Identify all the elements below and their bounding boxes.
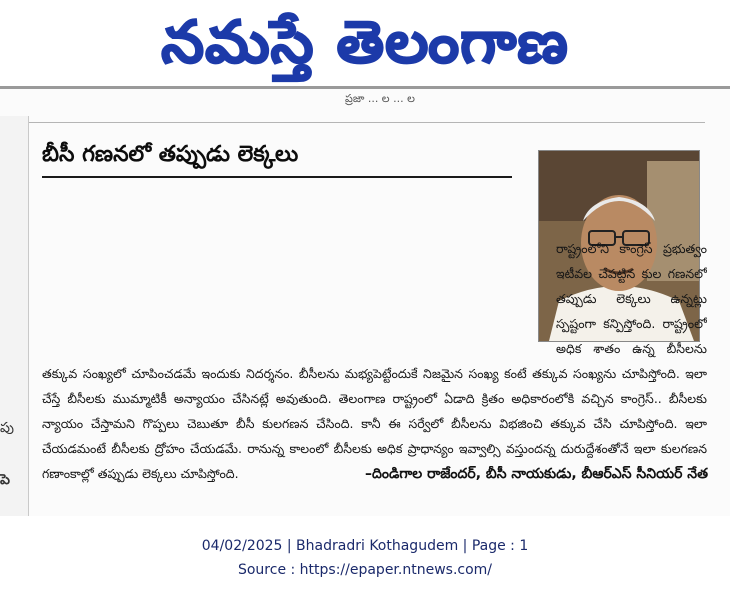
top-rule <box>0 86 730 89</box>
left-fragment-1: పు <box>0 420 14 436</box>
newspaper-clipping <box>0 86 730 516</box>
article-body-text: రాష్ట్రంలోని కాంగ్రెస్ ప్రభుత్వం ఇటీవల చేపట్టిన కుల గణనలో తప్పుడు లెక్కలు ఉన్నట్లు స్పష్టంగా కన్పిస్తోంది. రాష్ట్రంలో అధిక శాతం ఉన్న బీసీలను తక్కువ సంఖ్యలో చూపించడమే ఇందుకు నిదర్శనం. బీసీలను మభ్యపెట్టేందుకే నిజమైన సంఖ్య కంటే తక్కువ సంఖ్యను చూపిస్తోంది. ఇలా చేస్తే బీసీలకు ముమ్మాటికీ అన్యాయం చేసినట్లే అవుతుంది. తెలంగాణ రాష్ట్రంలో ఏడాది క్రితం అధికారంలోకి వచ్చిన కాంగ్రెస్.. బీసీలకు న్యాయం చేస్తామని గొప్పలు చెబుతూ బీసీ కులగణన చేసింది. కానీ ఈ సర్వేలో బీసీలను విభజించి తక్కువ చేసి చూపిస్తోంది. ఇలా చేయడమంటే బీసీలకు ద్రోహం చేయడమే. రానున్న కాలంలో బీసీలకు అధిక ప్రాధాన్యం ఇవ్వాల్సి వస్తుందన్న దురుద్దేశంతోనే ఇలా కులగణన గణాంకాల్లో తప్పుడు లెక్కలు చూపిస్తోంది. <box>42 241 707 481</box>
left-fragment-2: పె <box>0 472 10 488</box>
left-column-strip <box>0 116 29 516</box>
headline-rule <box>42 176 512 178</box>
top-divider <box>15 122 705 123</box>
masthead <box>0 0 730 84</box>
caption-date-edition: 04/02/2025 | Bhadradri Kothagudem | Page : 1 <box>201 538 529 554</box>
top-fragment-text: ప్రజా ... ల ... ల <box>345 92 415 105</box>
newspaper-title: నమస్తే తెలంగాణ <box>161 8 569 76</box>
article-headline: బీసీ గణనలో తప్పుడు లెక్కలు <box>42 142 299 167</box>
article-byline: –దిండిగాల రాజేందర్, బీసీ నాయకుడు, బీఆర్ఎస్ సీనియర్ నేత <box>365 466 708 482</box>
article-body <box>42 186 707 498</box>
caption-source: Source : https://epaper.ntnews.com/ <box>237 562 493 578</box>
